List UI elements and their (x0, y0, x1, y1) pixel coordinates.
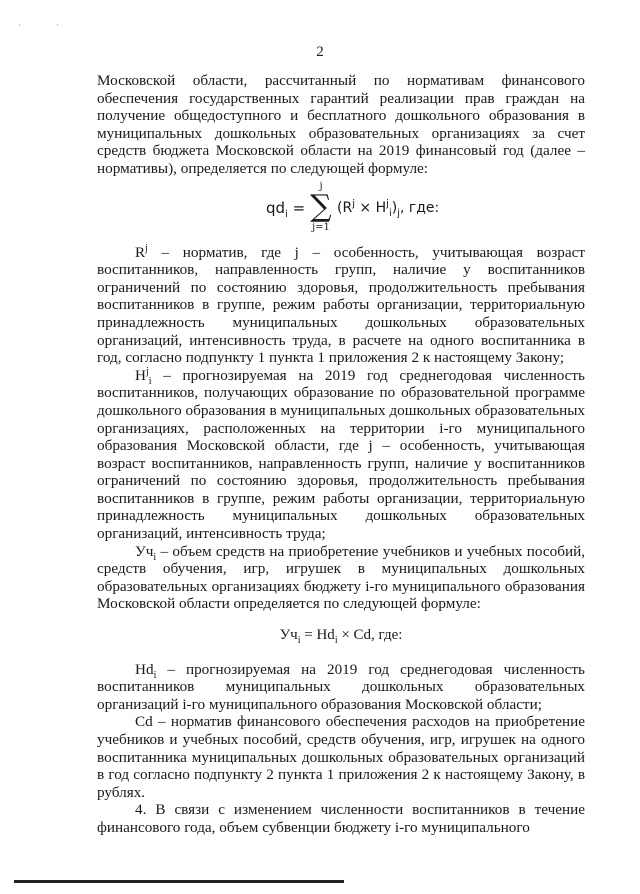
formula-rhs: $(R^j \times H^j_i)_j$, где: (337, 197, 440, 219)
definition-hd: $Hd_i$ – прогнозируемая на 2019 год среднегодовая численность воспитанников муниципальных дошкольных образовательных организаций i-го муниципального образования Московской области; (97, 660, 585, 713)
scan-speck: · (18, 20, 21, 30)
intro-paragraph: Московской области, рассчитанный по нормативам финансового обеспечения государственных гарантий реализации прав граждан на получение общедоступного и бесплатного дошкольного образования в муниципальных дошкольных образовательных организациях за счет средств бюджета Московской области на 2019 финансовый год (далее – нормативы), определяется по следующей формуле: (97, 72, 585, 177)
definition-uch: $Уч_i$ – объем средств на приобретение учебников и учебных пособий, средств обучения, игр, игрушек в муниципальных дошкольных образовательных организациях бюджету i-го муниципального образования Московской области определяется по следующей формуле: (97, 542, 585, 613)
scan-speck: · (56, 20, 59, 30)
sum-symbol: j ∑ j=1 (310, 180, 332, 233)
page-number: 2 (316, 44, 324, 60)
definition-h: $H^j_i$ – прогнозируемая на 2019 год среднегодовая численность воспитанников, получающих образование по образовательной программе дошкольного образования в муниципальных дошкольных образовательных организациях, расположенных на территории i-го муниципального образования Московской области, где j – особенность, учитывающая возраст воспитанников, направленность групп, наличие у воспитанников ограничений по состоянию здоровья, продолжительность пребывания воспитанников в группе, режим работы организации, территориальную принадлежность муниципальных дошкольных образовательных организаций, интенсивность труда; (97, 365, 585, 543)
definition-cd: Cd – норматив финансового обеспечения расходов на приобретение учебников и учебных пособий, средств обучения, игр, игрушек на одного воспитанника муниципальных дошкольных образовательных организаций в год согласно подпункту 2 пункта 1 приложения 2 к настоящему Закону, в рублях. (97, 713, 585, 801)
document-body (97, 72, 585, 837)
definition-r: $R^j$ – норматив, где j – особенность, учитывающая возраст воспитанников, направленность групп, наличие у воспитанников ограничений по состоянию здоровья, продолжительность пребывания воспитанников в группе, режим работы организации, территориальную принадлежность муниципальных дошкольных образовательных организаций, интенсивность труда, в расчете на одного воспитанника в год, согласно подпункту 1 пункта 1 приложения 2 к настоящему Закону; (97, 242, 585, 367)
item-4-paragraph: 4. В связи с изменением численности воспитанников в течение финансового года, объем субвенции бюджету i-го муниципального (97, 801, 585, 836)
formula-uch: $Уч_i = Hd_i \times Cd$, где: (279, 627, 403, 647)
footer-rule (14, 880, 344, 883)
formula-lhs: $qd_i$ = (266, 198, 306, 220)
formula-qd (97, 178, 585, 244)
